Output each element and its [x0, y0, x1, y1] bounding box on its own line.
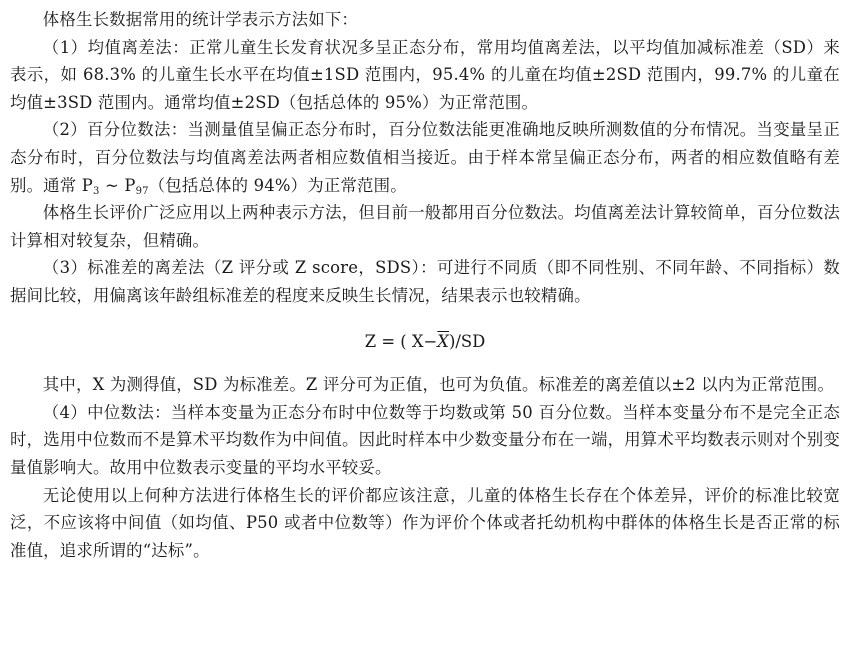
- conclusion-paragraph: 无论使用以上何种方法进行体格生长的评价都应该注意，儿童的体格生长存在个体差异，评价的标准比较宽泛，不应该将中间值（如均值、P50 或者中位数等）作为评价个体或者托幼机构中群体的体格生长是否正常的标准值，追求所谓的“达标”。: [10, 485, 840, 560]
- percentile-sub-97: 97: [135, 185, 149, 197]
- formula-mean-symbol: $\overline{X}$: [437, 331, 449, 351]
- percentile-paragraph: [10, 116, 840, 199]
- formula-left: Z = ( X−: [364, 331, 438, 351]
- formula-right: )/SD: [448, 331, 486, 351]
- percentile-text-c: （包括总体的 94%）为正常范围。: [148, 175, 407, 195]
- document-page: [10, 6, 840, 564]
- evaluation-paragraph: 体格生长评价广泛应用以上两种表示方法，但目前一般都用百分位数法。均值离差法计算较简单，百分位数法计算相对较复杂，但精确。: [10, 203, 840, 250]
- percentile-sub-3: 3: [93, 185, 100, 197]
- percentile-text-b: ~ P: [99, 175, 136, 195]
- intro-paragraph: 体格生长数据常用的统计学表示方法如下：: [42, 10, 359, 29]
- z-score-formula: [10, 328, 840, 356]
- percentile-text-a: （2）百分位数法：当测量值呈偏正态分布时，百分位数法能更准确地反映所测数值的分布情况。当变量呈正态分布时，百分位数法与均值离差法两者相应数值相当接近。由于样本常呈偏正态分布，两者的相应数值略有差别。通常 P: [10, 120, 840, 195]
- mean-deviation-paragraph: （1）均值离差法：正常儿童生长发育状况多呈正态分布，常用均值离差法，以平均值加减标准差（SD）来表示，如 68.3% 的儿童生长水平在均值±1SD 范围内，95.4% 的儿童在均值±2SD 范围内，99.7% 的儿童在均值±3SD 范围内。通常均值±2SD（包括总体的 95%）为正常范围。: [10, 37, 840, 112]
- median-paragraph: （4）中位数法：当样本变量为正态分布时中位数等于均数或第 50 百分位数。当样本变量分布不是完全正态时，选用中位数而不是算术平均数作为中间值。因此时样本中少数变量分布在一端，用算术平均数表示则对个别变量值影响大。故用中位数表示变量的平均水平较妥。: [10, 402, 840, 477]
- z-score-paragraph: （3）标准差的离差法（Z 评分或 Z score，SDS）：可进行不同质（即不同性别、不同年龄、不同指标）数据间比较，用偏离该年龄组标准差的程度来反映生长情况，结果表示也较精确。: [10, 258, 840, 305]
- formula-explanation-paragraph: 其中，X 为测得值，SD 为标准差。Z 评分可为正值，也可为负值。标准差的离差值以±2 以内为正常范围。: [42, 375, 835, 395]
